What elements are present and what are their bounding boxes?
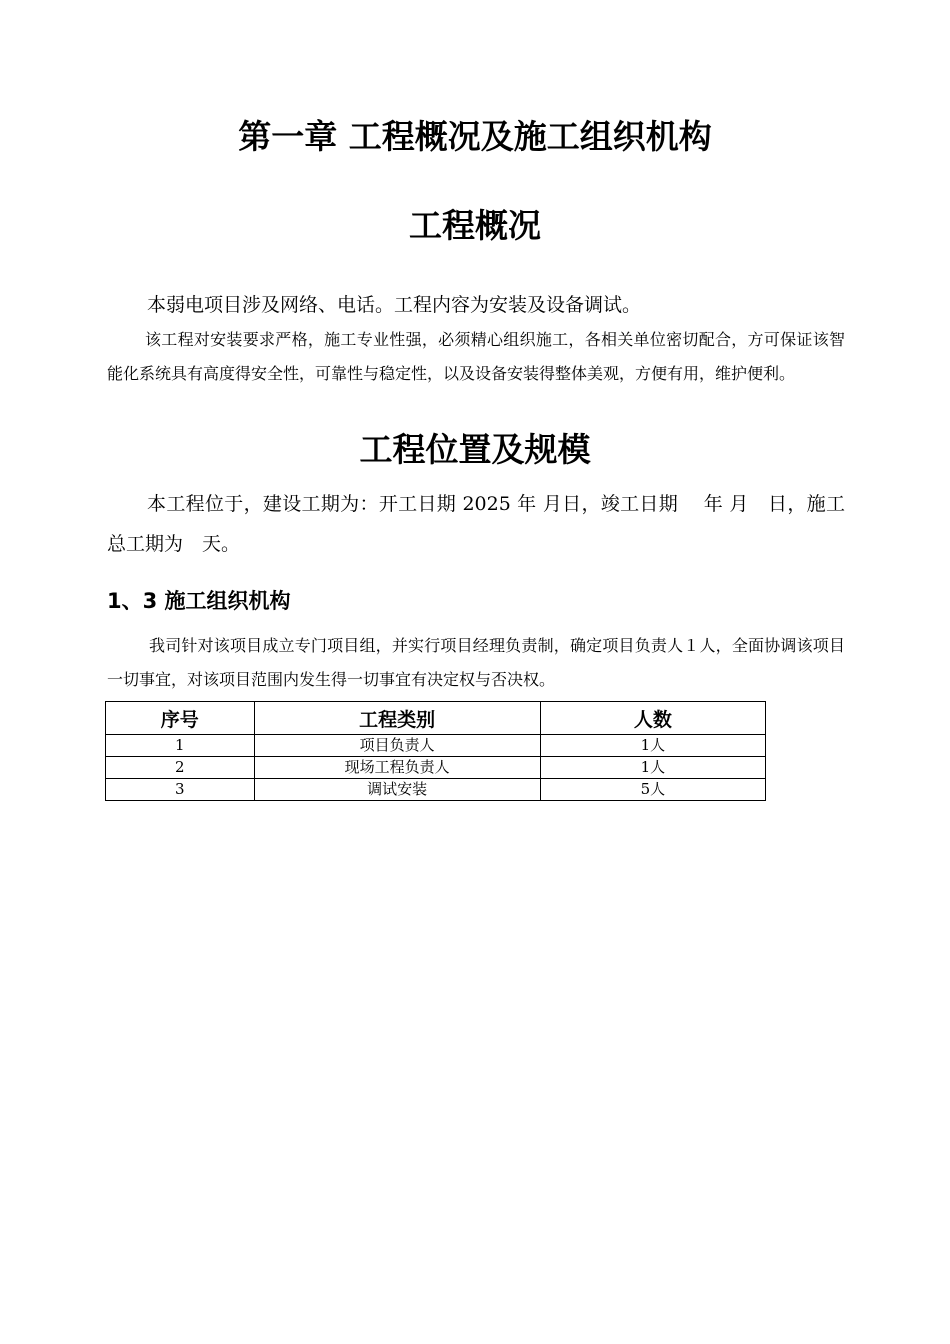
table-row <box>106 779 766 801</box>
cell-count: 1人 <box>540 757 765 779</box>
cell-index: 3 <box>106 779 255 801</box>
organization-paragraph: 我司针对该项目成立专门项目组，并实行项目经理负责制，确定项目负责人１人，全面协调该项目一切事宜，对该项目范围内发生得一切事宜有决定权与否决权。 <box>107 636 845 689</box>
staff-table <box>105 701 766 801</box>
table-row <box>106 757 766 779</box>
cell-category: 项目负责人 <box>254 735 540 757</box>
chapter-title: 第一章 工程概况及施工组织机构 <box>238 117 712 156</box>
header-index: 序号 <box>106 702 255 735</box>
header-count: 人数 <box>540 702 765 735</box>
overview-paragraph-1: 本弱电项目涉及网络、电话。工程内容为安装及设备调试。 <box>147 294 642 316</box>
header-category: 工程类别 <box>254 702 540 735</box>
cell-category: 现场工程负责人 <box>254 757 540 779</box>
overview-paragraph-2: 该工程对安装要求严格，施工专业性强，必须精心组织施工，各相关单位密切配合，方可保证该智能化系统具有高度得安全性，可靠性与稳定性，以及设备安装得整体美观，方便有用，维护便利。 <box>107 330 845 383</box>
table-row <box>106 735 766 757</box>
section-title-overview: 工程概况 <box>409 206 541 245</box>
cell-count: 5人 <box>540 779 765 801</box>
cell-index: 1 <box>106 735 255 757</box>
location-paragraph: 本工程位于，建设工期为：开工日期 2025 年 月日，竣工日期 年 月 日，施工总工期为 天。 <box>107 493 845 555</box>
table-header-row <box>106 702 766 735</box>
cell-count: 1人 <box>540 735 765 757</box>
subsection-title-organization: 1、3 施工组织机构 <box>107 589 291 613</box>
cell-index: 2 <box>106 757 255 779</box>
cell-category: 调试安装 <box>254 779 540 801</box>
section-title-location: 工程位置及规模 <box>359 430 591 469</box>
